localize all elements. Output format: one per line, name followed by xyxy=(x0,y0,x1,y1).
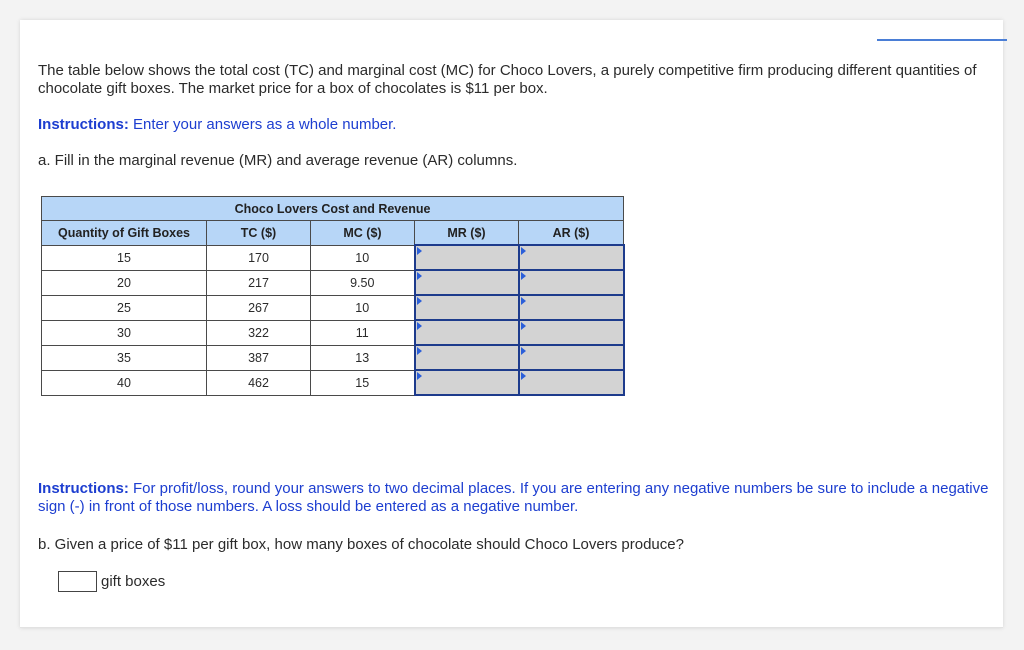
cell-quantity: 40 xyxy=(42,370,207,395)
instructions-label-2: Instructions: xyxy=(38,480,129,497)
answer-b-unit: gift boxes xyxy=(101,573,166,590)
question-a: a. Fill in the marginal revenue (MR) and average revenue (AR) columns. xyxy=(38,152,518,169)
table-row xyxy=(42,320,624,345)
column-header: TC ($) xyxy=(207,221,311,246)
cell-tc: 322 xyxy=(207,320,311,345)
dropdown-marker-icon xyxy=(521,272,526,280)
table-header-row xyxy=(42,221,624,246)
table-row xyxy=(42,370,624,395)
column-header: MC ($) xyxy=(311,221,415,246)
table-row xyxy=(42,270,624,295)
cost-revenue-table xyxy=(41,196,625,396)
instructions-profit-loss xyxy=(38,480,998,516)
mr-answer-input[interactable] xyxy=(415,270,519,295)
cell-tc: 170 xyxy=(207,245,311,270)
ar-answer-input[interactable] xyxy=(519,270,624,295)
progress-underline xyxy=(877,39,1007,41)
instructions-text: Enter your answers as a whole number. xyxy=(128,116,397,133)
dropdown-marker-icon xyxy=(417,297,422,305)
cost-revenue-table-wrapper xyxy=(41,196,623,396)
mr-answer-input[interactable] xyxy=(415,245,519,270)
table-row xyxy=(42,295,624,320)
table-row xyxy=(42,345,624,370)
dropdown-marker-icon xyxy=(417,322,422,330)
question-card xyxy=(20,20,1003,628)
cell-quantity: 30 xyxy=(42,320,207,345)
dropdown-marker-icon xyxy=(521,247,526,255)
dropdown-marker-icon xyxy=(417,347,422,355)
table-body xyxy=(42,245,624,395)
cell-tc: 462 xyxy=(207,370,311,395)
cell-quantity: 15 xyxy=(42,245,207,270)
dropdown-marker-icon xyxy=(521,297,526,305)
mr-answer-input[interactable] xyxy=(415,370,519,395)
question-b: b. Given a price of $11 per gift box, how many boxes of chocolate should Choco Lovers produce? xyxy=(38,536,684,553)
cell-mc: 15 xyxy=(311,370,415,395)
mr-answer-input[interactable] xyxy=(415,295,519,320)
instructions-label: Instructions: xyxy=(38,116,129,133)
mr-answer-input[interactable] xyxy=(415,320,519,345)
cell-quantity: 20 xyxy=(42,270,207,295)
cell-quantity: 35 xyxy=(42,345,207,370)
ar-answer-input[interactable] xyxy=(519,245,624,270)
answer-b-input[interactable] xyxy=(58,571,97,592)
column-header: Quantity of Gift Boxes xyxy=(42,221,207,246)
cell-mc: 9.50 xyxy=(311,270,415,295)
column-header: AR ($) xyxy=(519,221,624,246)
cell-mc: 10 xyxy=(311,245,415,270)
table-row xyxy=(42,245,624,270)
instructions-whole-number xyxy=(38,116,396,134)
cell-quantity: 25 xyxy=(42,295,207,320)
cell-mc: 11 xyxy=(311,320,415,345)
table-caption: Choco Lovers Cost and Revenue xyxy=(42,197,624,221)
dropdown-marker-icon xyxy=(521,322,526,330)
cell-tc: 387 xyxy=(207,345,311,370)
intro-text: The table below shows the total cost (TC) and marginal cost (MC) for Choco Lovers, a purely competitive firm producing different quantities of chocolate gift boxes. The market price for a box of chocolates is $11 per box. xyxy=(38,62,977,97)
ar-answer-input[interactable] xyxy=(519,320,624,345)
cell-mc: 13 xyxy=(311,345,415,370)
ar-answer-input[interactable] xyxy=(519,295,624,320)
dropdown-marker-icon xyxy=(417,372,422,380)
instructions-text-2: For profit/loss, round your answers to two decimal places. If you are entering any negative numbers be sure to include a negative sign (-) in front of those numbers. A loss should be entered as a negative number. xyxy=(38,480,989,515)
dropdown-marker-icon xyxy=(417,247,422,255)
column-header: MR ($) xyxy=(415,221,519,246)
dropdown-marker-icon xyxy=(417,272,422,280)
mr-answer-input[interactable] xyxy=(415,345,519,370)
cell-tc: 217 xyxy=(207,270,311,295)
dropdown-marker-icon xyxy=(521,347,526,355)
dropdown-marker-icon xyxy=(521,372,526,380)
ar-answer-input[interactable] xyxy=(519,345,624,370)
cell-tc: 267 xyxy=(207,295,311,320)
footer-divider xyxy=(20,627,1003,628)
cell-mc: 10 xyxy=(311,295,415,320)
answer-b-row xyxy=(58,571,165,592)
ar-answer-input[interactable] xyxy=(519,370,624,395)
